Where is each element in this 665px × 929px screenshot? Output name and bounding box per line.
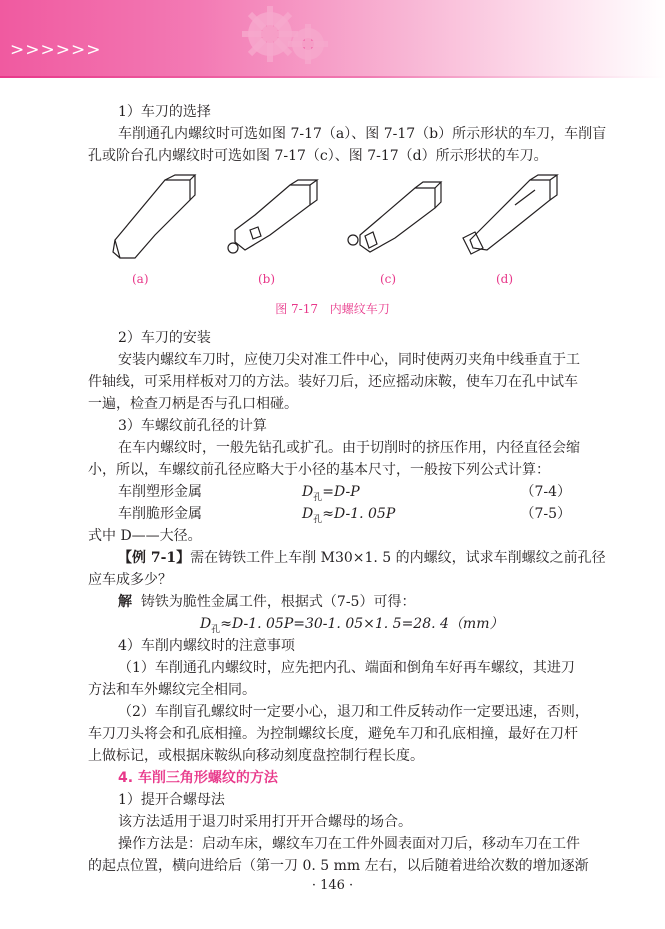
example-line: 应车成多少？ <box>88 572 172 588</box>
section-2-text-line: 一遍，检查刀柄是否与孔口相碰。 <box>88 396 298 412</box>
section-4-title: 4）车削内螺纹时的注意事项 <box>118 638 295 654</box>
formula-2-label: 车削脆形金属 <box>118 506 202 522</box>
figure-caption <box>0 300 665 317</box>
figure-caption-number: 图 7-17 <box>275 302 318 316</box>
section-4-text-line: （1）车削通孔内螺纹时，应先把内孔、端面和倒角车好再车螺纹，其进刀 <box>118 660 575 676</box>
gear-decoration-icon <box>230 0 340 76</box>
section-3-title: 3）车螺纹前孔径的计算 <box>118 418 267 434</box>
subsection-title: 1）提开合螺母法 <box>118 792 225 808</box>
solution-tag: 解 <box>118 594 132 610</box>
solution-line: 解 铸铁为脆性金属工件，根据式（7-5）可得： <box>118 594 416 610</box>
formula-1-number: （7-4） <box>520 484 571 500</box>
section-4-text-line: 车刀刀头将会和孔底相撞。为控制螺纹长度，避免车刀和孔底相撞，最好在刀杆 <box>88 726 578 742</box>
formula-1-label: 车削塑形金属 <box>118 484 202 500</box>
formula-1: $D_孔=D-P$ <box>302 484 360 503</box>
tool-d-drawing <box>463 175 557 254</box>
example-tag: 【例 7-1】 <box>118 550 191 566</box>
subsection-text-line: 操作方法是：启动车床，螺纹车刀在工件外圆表面对刀后，移动车刀在工件 <box>118 836 580 852</box>
section-2-text-line: 安装内螺纹车刀时，应使刀尖对准工件中心，同时使两刃夹角中线垂直于工 <box>118 352 580 368</box>
subsection-text-line: 的起点位置，横向进给后（第一刀 0. 5 mm 左右，以后随着进给次数的增加逐渐 <box>88 858 589 874</box>
header-chevrons: >>>>>> <box>10 40 102 60</box>
section-4-text-line: 上做标记，或根据床鞍纵向移动刻度盘控制行程长度。 <box>88 748 424 764</box>
figure-internal-thread-tools <box>95 170 565 295</box>
section-heading: 4. 车削三角形螺纹的方法 <box>118 770 278 786</box>
section-4-text-line: 方法和车外螺纹完全相同。 <box>88 682 256 698</box>
tool-c-drawing <box>348 182 441 252</box>
formula-2-number: （7-5） <box>520 506 571 522</box>
figure-label-a: (a) <box>132 272 149 286</box>
solution-equation: $D_孔\approx D-1$. 05P=30-1. 05×1. 5=28. 4（mm） <box>200 616 504 635</box>
example-line: 【例 7-1】需在铸铁工件上车削 M30×1. 5 的内螺纹，试求车削螺纹之前孔径 <box>118 550 606 566</box>
figure-label-c: (c) <box>380 272 397 286</box>
section-2-text-line: 件轴线，可采用样板对刀的方法。装好刀后，还应摇动床鞍，使车刀在孔中试车 <box>88 374 578 390</box>
section-1-text-line: 孔或阶台孔内螺纹时可选如图 7-17（c）、图 7-17（d）所示形状的车刀。 <box>88 148 548 164</box>
section-1-text-line: 车削通孔内螺纹时可选如图 7-17（a）、图 7-17（b）所示形状的车刀，车削盲 <box>118 126 607 142</box>
figure-label-d: (d) <box>496 272 514 286</box>
figure-caption-text: 内螺纹车刀 <box>329 302 390 316</box>
formula-2: $D_孔\approx D-1$. 05P <box>302 506 396 525</box>
tool-a-drawing <box>113 175 195 258</box>
subsection-text-line: 该方法适用于退刀时采用打开开合螺母的场合。 <box>118 814 412 830</box>
section-4-text-line: （2）车削盲孔螺纹时一定要小心，退刀和工件反转动作一定要迅速，否则， <box>118 704 589 720</box>
figure-label-b: (b) <box>258 272 276 286</box>
header-rule <box>0 76 665 78</box>
page-number: · 146 · <box>311 878 354 893</box>
section-1-title: 1）车刀的选择 <box>118 104 211 120</box>
section-2-title: 2）车刀的安装 <box>118 330 211 346</box>
section-3-text-line: 在车内螺纹时，一般先钻孔或扩孔。由于切削时的挤压作用，内径直径会缩 <box>118 440 580 456</box>
formula-where-line: 式中 D——大径。 <box>88 528 202 544</box>
tool-b-drawing <box>228 180 317 253</box>
section-3-text-line: 小，所以，车螺纹前孔径应略大于小径的基本尺寸，一般按下列公式计算： <box>88 462 550 478</box>
